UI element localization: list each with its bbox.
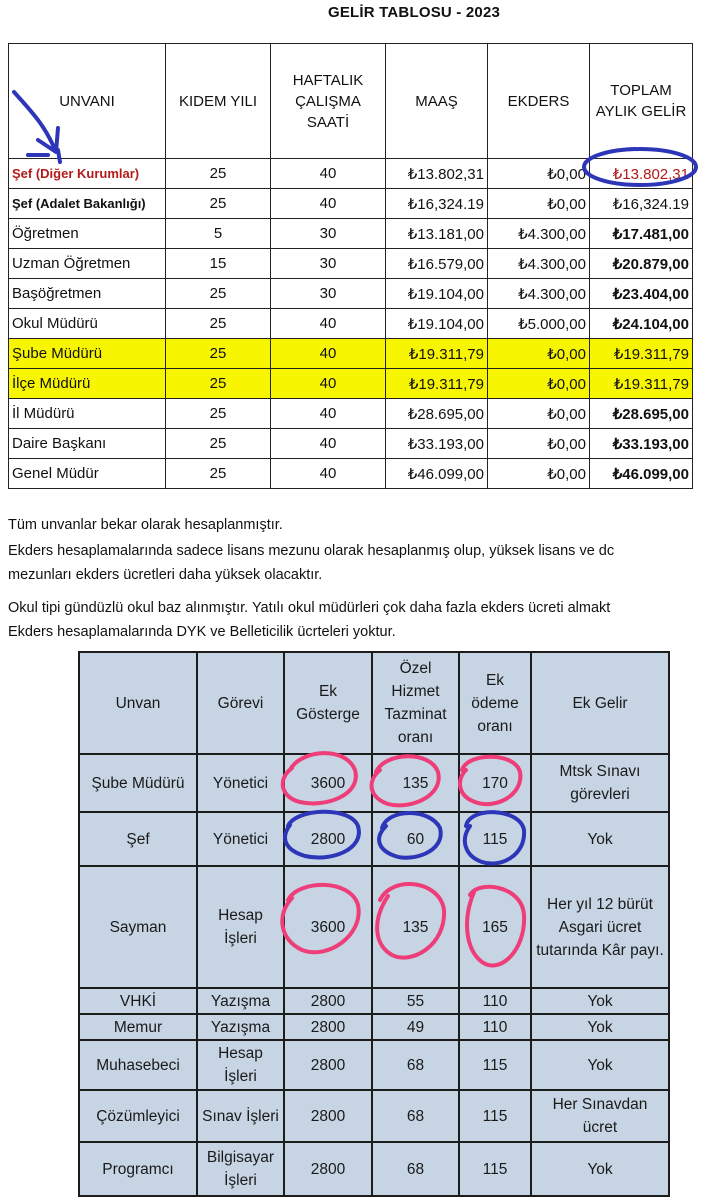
header-unvan: UNVANI bbox=[9, 44, 166, 159]
row-odeme: 165 bbox=[459, 866, 531, 988]
table-row bbox=[79, 1014, 669, 1040]
row-unvan: Şef (Diğer Kurumlar) bbox=[9, 159, 166, 189]
row-tazminat: 49 bbox=[372, 1014, 459, 1040]
row-odeme: 115 bbox=[459, 1090, 531, 1142]
row-gelir: Mtsk Sınavı görevleri bbox=[531, 754, 669, 812]
row-ekders: ₺0,00 bbox=[488, 429, 590, 459]
table-row bbox=[9, 279, 693, 309]
table-row bbox=[9, 369, 693, 399]
header-gosterge: Ek Gösterge bbox=[284, 652, 372, 754]
note-line: Ekders hesaplamalarında sadece lisans mezunu olarak hesaplanmış olup, yüksek lisans ve dc bbox=[8, 543, 615, 559]
row-tazminat: 55 bbox=[372, 988, 459, 1014]
row-ekders: ₺5.000,00 bbox=[488, 309, 590, 339]
row-gosterge: 2800 bbox=[284, 1040, 372, 1090]
row-odeme: 115 bbox=[459, 812, 531, 866]
row-kidem: 25 bbox=[166, 159, 271, 189]
row-ekders: ₺4.300,00 bbox=[488, 249, 590, 279]
header-unvan: Unvan bbox=[79, 652, 197, 754]
row-unvan: Başöğretmen bbox=[9, 279, 166, 309]
note-line: mezunları ekders ücretleri daha yüksek olacaktır. bbox=[8, 567, 323, 583]
row-gorevi: Yazışma bbox=[197, 1014, 284, 1040]
table-row bbox=[79, 812, 669, 866]
row-kidem: 25 bbox=[166, 279, 271, 309]
additional-payments-table bbox=[78, 651, 670, 1197]
row-gelir: Yok bbox=[531, 1142, 669, 1196]
table-row bbox=[79, 1090, 669, 1142]
row-gosterge: 3600 bbox=[284, 754, 372, 812]
row-toplam: ₺24.104,00 bbox=[590, 309, 693, 339]
row-odeme: 170 bbox=[459, 754, 531, 812]
row-gelir: Yok bbox=[531, 812, 669, 866]
row-tazminat: 60 bbox=[372, 812, 459, 866]
row-gorevi: Hesap İşleri bbox=[197, 1040, 284, 1090]
table-row bbox=[9, 339, 693, 369]
row-toplam: ₺17.481,00 bbox=[590, 219, 693, 249]
row-gelir: Her yıl 12 bürüt Asgari ücret tutarında Kâr payı. bbox=[531, 866, 669, 988]
row-unvan: Sayman bbox=[79, 866, 197, 988]
table-row bbox=[79, 1040, 669, 1090]
row-kidem: 25 bbox=[166, 189, 271, 219]
row-tazminat: 135 bbox=[372, 866, 459, 988]
row-gorevi: Sınav İşleri bbox=[197, 1090, 284, 1142]
row-toplam: ₺46.099,00 bbox=[590, 459, 693, 489]
row-saat: 40 bbox=[271, 459, 386, 489]
row-saat: 30 bbox=[271, 219, 386, 249]
header-gorevi: Görevi bbox=[197, 652, 284, 754]
row-unvan: VHKİ bbox=[79, 988, 197, 1014]
row-kidem: 25 bbox=[166, 429, 271, 459]
row-saat: 30 bbox=[271, 279, 386, 309]
row-unvan: Şube Müdürü bbox=[9, 339, 166, 369]
header-haftalik: HAFTALIK ÇALIŞMA SAATİ bbox=[271, 44, 386, 159]
table-row bbox=[9, 249, 693, 279]
row-ekders: ₺0,00 bbox=[488, 339, 590, 369]
header-toplam: TOPLAM AYLIK GELİR bbox=[590, 44, 693, 159]
row-gorevi: Yönetici bbox=[197, 754, 284, 812]
row-gosterge: 3600 bbox=[284, 866, 372, 988]
table-row bbox=[9, 219, 693, 249]
row-unvan: Muhasebeci bbox=[79, 1040, 197, 1090]
row-toplam: ₺13.802,31 bbox=[590, 159, 693, 189]
row-ekders: ₺0,00 bbox=[488, 159, 590, 189]
row-saat: 30 bbox=[271, 249, 386, 279]
table-row bbox=[9, 399, 693, 429]
row-gorevi: Yazışma bbox=[197, 988, 284, 1014]
row-tazminat: 68 bbox=[372, 1142, 459, 1196]
row-unvan: Çözümleyici bbox=[79, 1090, 197, 1142]
row-toplam: ₺20.879,00 bbox=[590, 249, 693, 279]
row-maas: ₺19.311,79 bbox=[386, 369, 488, 399]
row-unvan: Memur bbox=[79, 1014, 197, 1040]
row-maas: ₺28.695,00 bbox=[386, 399, 488, 429]
row-maas: ₺16,324.19 bbox=[386, 189, 488, 219]
row-unvan: Daire Başkanı bbox=[9, 429, 166, 459]
payments-table-header bbox=[79, 652, 669, 754]
row-gelir: Yok bbox=[531, 988, 669, 1014]
header-ekders: EKDERS bbox=[488, 44, 590, 159]
row-gosterge: 2800 bbox=[284, 1090, 372, 1142]
row-unvan: Uzman Öğretmen bbox=[9, 249, 166, 279]
row-tazminat: 135 bbox=[372, 754, 459, 812]
row-ekders: ₺0,00 bbox=[488, 189, 590, 219]
row-maas: ₺13.181,00 bbox=[386, 219, 488, 249]
row-saat: 40 bbox=[271, 339, 386, 369]
row-saat: 40 bbox=[271, 159, 386, 189]
row-saat: 40 bbox=[271, 309, 386, 339]
row-gelir: Yok bbox=[531, 1040, 669, 1090]
table-row bbox=[9, 309, 693, 339]
row-unvan: Okul Müdürü bbox=[9, 309, 166, 339]
row-ekders: ₺0,00 bbox=[488, 459, 590, 489]
row-kidem: 15 bbox=[166, 249, 271, 279]
row-maas: ₺46.099,00 bbox=[386, 459, 488, 489]
row-unvan: Şef bbox=[79, 812, 197, 866]
row-odeme: 115 bbox=[459, 1142, 531, 1196]
row-toplam: ₺33.193,00 bbox=[590, 429, 693, 459]
row-maas: ₺19.104,00 bbox=[386, 309, 488, 339]
table-row bbox=[9, 189, 693, 219]
row-maas: ₺16.579,00 bbox=[386, 249, 488, 279]
row-gosterge: 2800 bbox=[284, 988, 372, 1014]
row-gorevi: Bilgisayar İşleri bbox=[197, 1142, 284, 1196]
row-unvan: Programcı bbox=[79, 1142, 197, 1196]
row-toplam: ₺19.311,79 bbox=[590, 369, 693, 399]
table-row bbox=[9, 159, 693, 189]
row-saat: 40 bbox=[271, 429, 386, 459]
row-gorevi: Hesap İşleri bbox=[197, 866, 284, 988]
table-row bbox=[79, 754, 669, 812]
header-gelir: Ek Gelir bbox=[531, 652, 669, 754]
page-title: GELİR TABLOSU - 2023 bbox=[327, 4, 501, 21]
row-ekders: ₺0,00 bbox=[488, 369, 590, 399]
row-kidem: 25 bbox=[166, 309, 271, 339]
row-unvan: Genel Müdür bbox=[9, 459, 166, 489]
note-line: Ekders hesaplamalarında DYK ve Belleticilik ücrteleri yoktur. bbox=[8, 624, 396, 640]
table-row bbox=[79, 988, 669, 1014]
row-gosterge: 2800 bbox=[284, 1142, 372, 1196]
row-saat: 40 bbox=[271, 369, 386, 399]
row-tazminat: 68 bbox=[372, 1090, 459, 1142]
row-odeme: 110 bbox=[459, 1014, 531, 1040]
row-unvan: Şube Müdürü bbox=[79, 754, 197, 812]
row-gosterge: 2800 bbox=[284, 1014, 372, 1040]
row-toplam: ₺16,324.19 bbox=[590, 189, 693, 219]
header-kidem: KIDEM YILI bbox=[166, 44, 271, 159]
row-ekders: ₺4.300,00 bbox=[488, 219, 590, 249]
header-odeme: Ek ödeme oranı bbox=[459, 652, 531, 754]
income-table-header bbox=[9, 44, 693, 159]
row-tazminat: 68 bbox=[372, 1040, 459, 1090]
row-gelir: Her Sınavdan ücret bbox=[531, 1090, 669, 1142]
row-kidem: 25 bbox=[166, 339, 271, 369]
row-maas: ₺19.311,79 bbox=[386, 339, 488, 369]
header-tazminat: Özel Hizmet Tazminat oranı bbox=[372, 652, 459, 754]
row-gorevi: Yönetici bbox=[197, 812, 284, 866]
row-toplam: ₺28.695,00 bbox=[590, 399, 693, 429]
row-saat: 40 bbox=[271, 189, 386, 219]
table-row bbox=[9, 429, 693, 459]
note-line: Tüm unvanlar bekar olarak hesaplanmıştır. bbox=[8, 517, 283, 533]
row-saat: 40 bbox=[271, 399, 386, 429]
row-kidem: 25 bbox=[166, 369, 271, 399]
row-maas: ₺33.193,00 bbox=[386, 429, 488, 459]
row-maas: ₺13.802,31 bbox=[386, 159, 488, 189]
row-toplam: ₺23.404,00 bbox=[590, 279, 693, 309]
table-row bbox=[9, 459, 693, 489]
row-unvan: Şef (Adalet Bakanlığı) bbox=[9, 189, 166, 219]
row-unvan: Öğretmen bbox=[9, 219, 166, 249]
row-ekders: ₺0,00 bbox=[488, 399, 590, 429]
row-ekders: ₺4.300,00 bbox=[488, 279, 590, 309]
header-maas: MAAŞ bbox=[386, 44, 488, 159]
row-gelir: Yok bbox=[531, 1014, 669, 1040]
row-gosterge: 2800 bbox=[284, 812, 372, 866]
row-unvan: İl Müdürü bbox=[9, 399, 166, 429]
note-line: Okul tipi gündüzlü okul baz alınmıştır. Yatılı okul müdürleri çok daha fazla ekders ücreti almakt bbox=[8, 600, 611, 616]
row-odeme: 110 bbox=[459, 988, 531, 1014]
row-kidem: 25 bbox=[166, 459, 271, 489]
income-table bbox=[8, 43, 693, 489]
row-unvan: İlçe Müdürü bbox=[9, 369, 166, 399]
table-row bbox=[79, 866, 669, 988]
row-odeme: 115 bbox=[459, 1040, 531, 1090]
row-maas: ₺19.104,00 bbox=[386, 279, 488, 309]
row-kidem: 5 bbox=[166, 219, 271, 249]
table-row bbox=[79, 1142, 669, 1196]
row-kidem: 25 bbox=[166, 399, 271, 429]
row-toplam: ₺19.311,79 bbox=[590, 339, 693, 369]
